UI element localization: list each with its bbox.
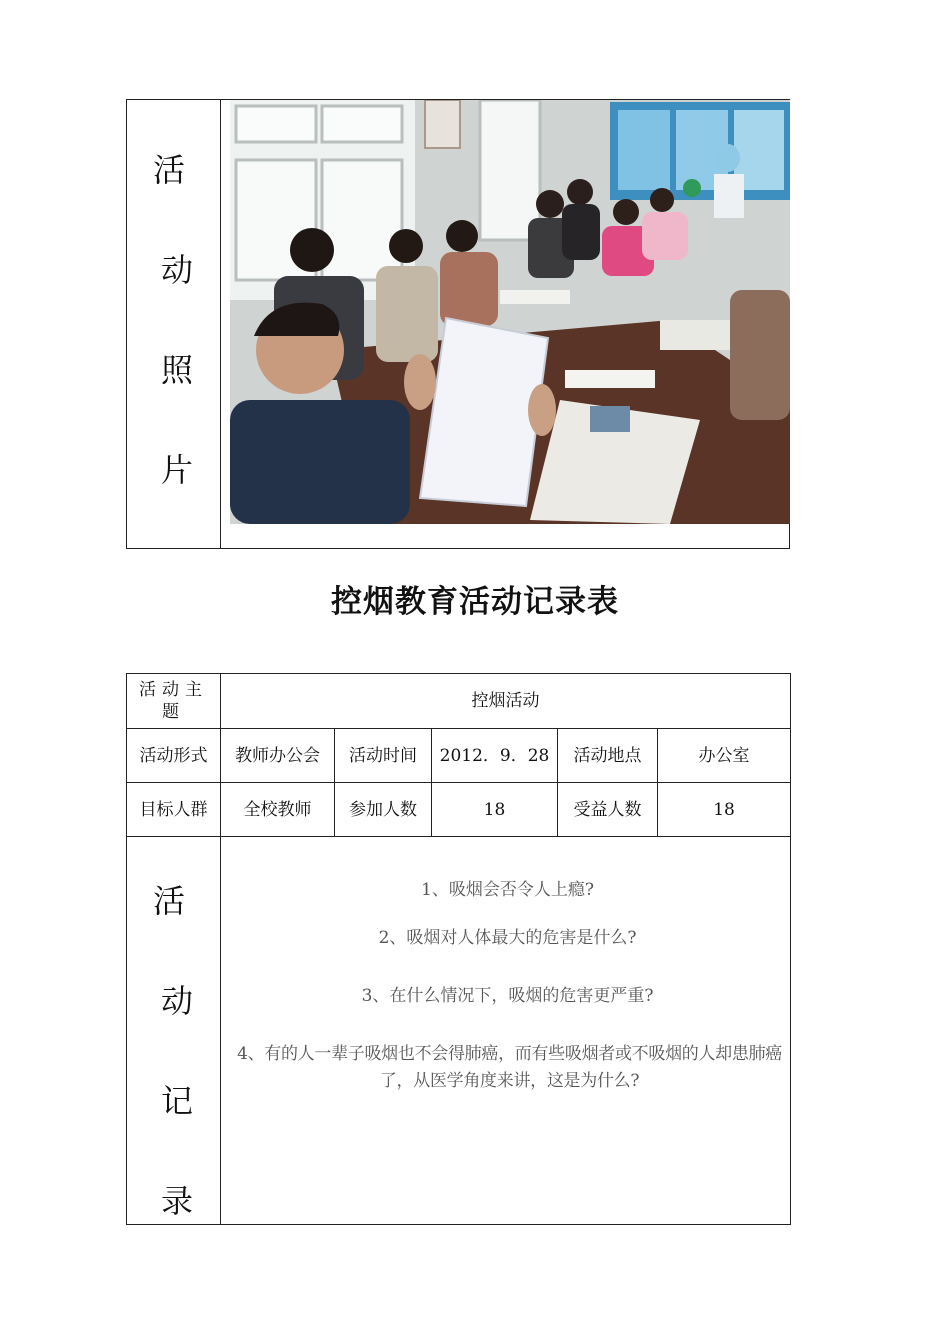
time-label: 活动时间 (335, 729, 432, 783)
time-value: 2012．9．28 (432, 729, 558, 783)
topic-value: 控烟活动 (221, 674, 791, 729)
activity-photo (230, 100, 790, 524)
question-item: 2、吸烟对人体最大的危害是什么? (378, 928, 637, 948)
page-title: 控烟教育活动记录表 (331, 584, 619, 620)
participants-label: 参加人数 (335, 783, 432, 837)
beneficiaries-label: 受益人数 (558, 783, 658, 837)
activity-record-table (126, 673, 791, 1225)
record-label-char: 记 (161, 1082, 194, 1120)
photo-cell (221, 100, 789, 548)
question-item: 4、有的人一辈子吸烟也不会得肺癌，而有些吸烟者或不吸烟的人却患肺癌了，从医学角度来讲，这是为什么? (237, 1044, 782, 1091)
participants-value: 18 (432, 783, 558, 837)
record-label-char: 录 (161, 1182, 194, 1220)
meeting-photo-illustration (230, 100, 790, 524)
question-item: 1、吸烟会否令人上瘾? (421, 880, 594, 900)
photo-label-char: 活 (153, 151, 186, 189)
record-content-cell (221, 837, 791, 1225)
topic-label: 活动主题 (127, 674, 221, 729)
activity-photo-table (126, 99, 790, 549)
photo-label-char: 照 (161, 351, 194, 389)
photo-label-char: 动 (161, 251, 194, 289)
record-label-char: 动 (161, 982, 194, 1020)
beneficiaries-value: 18 (658, 783, 791, 837)
form-label: 活动形式 (127, 729, 221, 783)
place-label: 活动地点 (558, 729, 658, 783)
record-label-char: 活 (153, 882, 186, 920)
question-item: 3、在什么情况下，吸烟的危害更严重? (361, 986, 654, 1006)
record-label-cell (127, 837, 221, 1225)
form-value: 教师办公会 (221, 729, 335, 783)
target-value: 全校教师 (221, 783, 335, 837)
photo-label-char: 片 (161, 451, 194, 489)
target-label: 目标人群 (127, 783, 221, 837)
place-value: 办公室 (658, 729, 791, 783)
photo-label-cell (127, 100, 221, 548)
